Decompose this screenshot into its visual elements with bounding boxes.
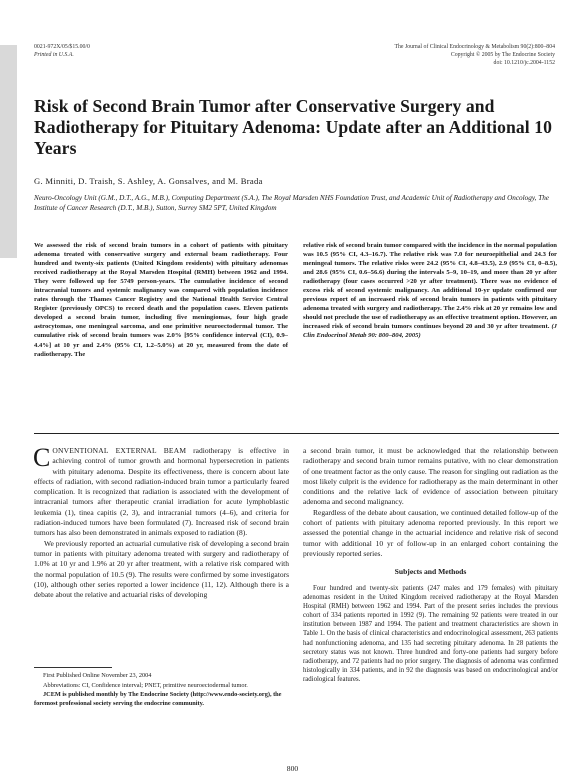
page-number: 800 (286, 764, 299, 773)
abstract-divider (34, 433, 559, 434)
body-column-left (33, 443, 290, 600)
drop-cap: C (33, 443, 51, 472)
intro-first-words: ONVENTIONAL EXTERNAL BEAM (52, 446, 187, 455)
intro-paragraph-4: Regardless of the debate about causation, we continued detailed follow-up of the cohort of patients with pituitary adenoma reported previously. In this report we assessed the potential change in the actuarial incidence and relative risk of second tumor with additional 10 yr of follow-up in an enlarged cohort containing the previously reported series. (303, 507, 558, 558)
article-title: Risk of Second Brain Tumor after Conservative Surgery and Radiotherapy for Pituitary Adenoma: Update after an Additional 10 Years (34, 96, 553, 158)
footnote-divider (34, 667, 112, 668)
header-left (34, 44, 90, 60)
section-heading: Subjects and Methods (394, 567, 467, 577)
intro-paragraph-3: a second brain tumor, it must be acknowledged that the relationship between radiotherapy and second brain tumor remains putative, with no clear demonstration of one treatment factor as the only cause. The reason for singling out radiation as the most likely culprit is the evidence for radiotherapy as the main determinant in other conditions and the relative lack of evidence of association between pituitary adenoma and second malignancy. (303, 446, 558, 507)
footnotes (34, 672, 289, 709)
intro-paragraph-1 (33, 443, 290, 539)
footnote-jcem: JCEM is published monthly by The Endocrine Society (http://www.endo-society.org), the foremost professional society serving the endocrine community. (34, 691, 282, 707)
body-column-right (303, 446, 558, 684)
left-margin-bar (0, 45, 17, 258)
intro-paragraph-2: We previously reported an actuarial cumulative risk of developing a second brain tumor in patients with pituitary adenoma treated with surgery and radiotherapy of 1.0% at 10 yr and 1.9% at 20 yr after treatment, with a relative risk compared with the normal population of 10.5 (9). The results were confirmed by some investigators (10), although other series reported a lower incidence (11, 12). Although there is a debate about the relative and actuarial risks of developing (34, 538, 289, 600)
header-journal: The Journal of Clinical Endocrinology & Metabolism 90(2):800–804 (394, 44, 555, 50)
abstract-right (303, 241, 557, 341)
footnote-published: First Published Online November 23, 2004 (43, 672, 152, 679)
abstract-citation: (J Clin Endocrinol Metab 90: 800–804, 2005) (303, 323, 557, 340)
abstract-right-text: relative risk of second brain tumor compared with the incidence in the normal population was 10.5 (95% CI, 4.3–16.7). The relative risk was 7.0 for neuroepithelial and 24.3 for meningeal tumors. The relative risks were 24.2 (95% CI, 4.8–43.5), 2.9 (95% CI, 0–8.5), and 28.6 (95% CI, 0.6–56.6) during the intervals 5–9, 10–19, and more than 20 yr after radiotherapy (four cases occurred >20 yr after treatment). There was no evidence of excess risk of second systemic malignancy. An additional 10-yr update confirmed our previous report of an increased risk of second brain tumors in patients with pituitary adenoma treated with surgery and radiotherapy. The 2.4% risk at 20 yr remains low and should not preclude the use of radiotherapy as an effective treatment option. However, an increased risk of second brain tumors continues beyond 20 and 30 yr after treatment. (303, 242, 557, 331)
header-copyright: Copyright © 2005 by The Endocrine Society (450, 51, 555, 58)
author-list: G. Minniti, D. Traish, S. Ashley, A. Gonsalves, and M. Brada (34, 176, 263, 186)
footnote-abbreviations: Abbreviations: CI, Confidence interval; PNET, primitive neuroectodermal tumor. (43, 681, 248, 689)
header-printed: Printed in U.S.A. (34, 51, 74, 58)
header-right (394, 44, 555, 67)
affiliation: Neuro-Oncology Unit (G.M., D.T., A.G., M.B.), Computing Department (S.A.), The Royal Marsden NHS Foundation Trust, and Academic Unit of Radiotherapy and Oncology, The Institute of Cancer Research (D.T., M.B.), Sutton, Surrey SM2 5PT, United Kingdom (34, 194, 549, 212)
intro-p1-text: radiotherapy is effective in achieving control of tumor growth and hormonal hypersecretion in patients with pituitary adenoma. Despite its effectiveness, there is concern about late effects of radiation, with second radiation-induced brain tumor a particularly feared complication. It is recognized that radiation is associated with the development of intracranial tumors after therapeutic cranial irradiation for acute lymphoblastic leukemia (1), tinea capitis (2, 3), and intracranial tumors (4–6), and criteria for radiation-induced tumors have been formulated (7). Increased risk of second brain tumors has also been demonstrated in animals exposed to radiation (8). (34, 446, 290, 538)
header-issn: 0021-972X/05/$15.00/0 (34, 44, 90, 50)
methods-paragraph-1: Four hundred and twenty-six patients (247 males and 179 females) with pituitary adenomas resident in the United Kingdom received radiotherapy at the Royal Marsden Hospital (RMH) between 1962 and 1994. Part of the present series includes the previous cohort of 334 patients reported in 1992 (9). The remaining 92 patients were treated in our institution between 1987 and 1994. The patient and treatment characteristics are shown in Table 1. On the basis of clinical characteristics and endocrinological assessment, 263 patients had nonfunctioning adenoma, and 135 had secreting pituitary adenoma. In 28 patients the secretory status was not known. Three hundred and forty-one patients had surgery before radiotherapy, and 72 patients had no prior surgery. The diagnosis of adenoma was confirmed histologically in 334 patients, and in 92 the diagnosis was based on endocrinological and/or radiological features. (303, 584, 558, 684)
abstract-left: We assessed the risk of second brain tumors in a cohort of patients with pituitary adenoma treated with conservative surgery and external beam radiotherapy. Four hundred and twenty-six patients (United Kingdom residents) with pituitary adenomas received radiotherapy at the Royal Marsden Hospital (RMH) between 1962 and 1994. They were followed up for 5749 person-years. The cumulative incidence of second intracranial tumors and systemic malignancy was compared with population incidence rates through the Thames Cancer Registry and the National Health Service Central Register (previously OPCS) to record death and the population cases. Eleven patients developed a second brain tumor, including five meningiomas, four high grade astrocytomas, one meningeal sarcoma, and one primitive neuroectodermal tumor. The cumulative risk of second brain tumors was 2.0% [95% confidence interval (CI), 0.9–4.4%] at 10 yr and 2.4% (95% CI, 1.2–5.0%) at 20 yr, measured from the date of radiotherapy. The (34, 242, 288, 358)
header-doi: doi: 10.1210/jc.2004-1152 (493, 59, 555, 66)
